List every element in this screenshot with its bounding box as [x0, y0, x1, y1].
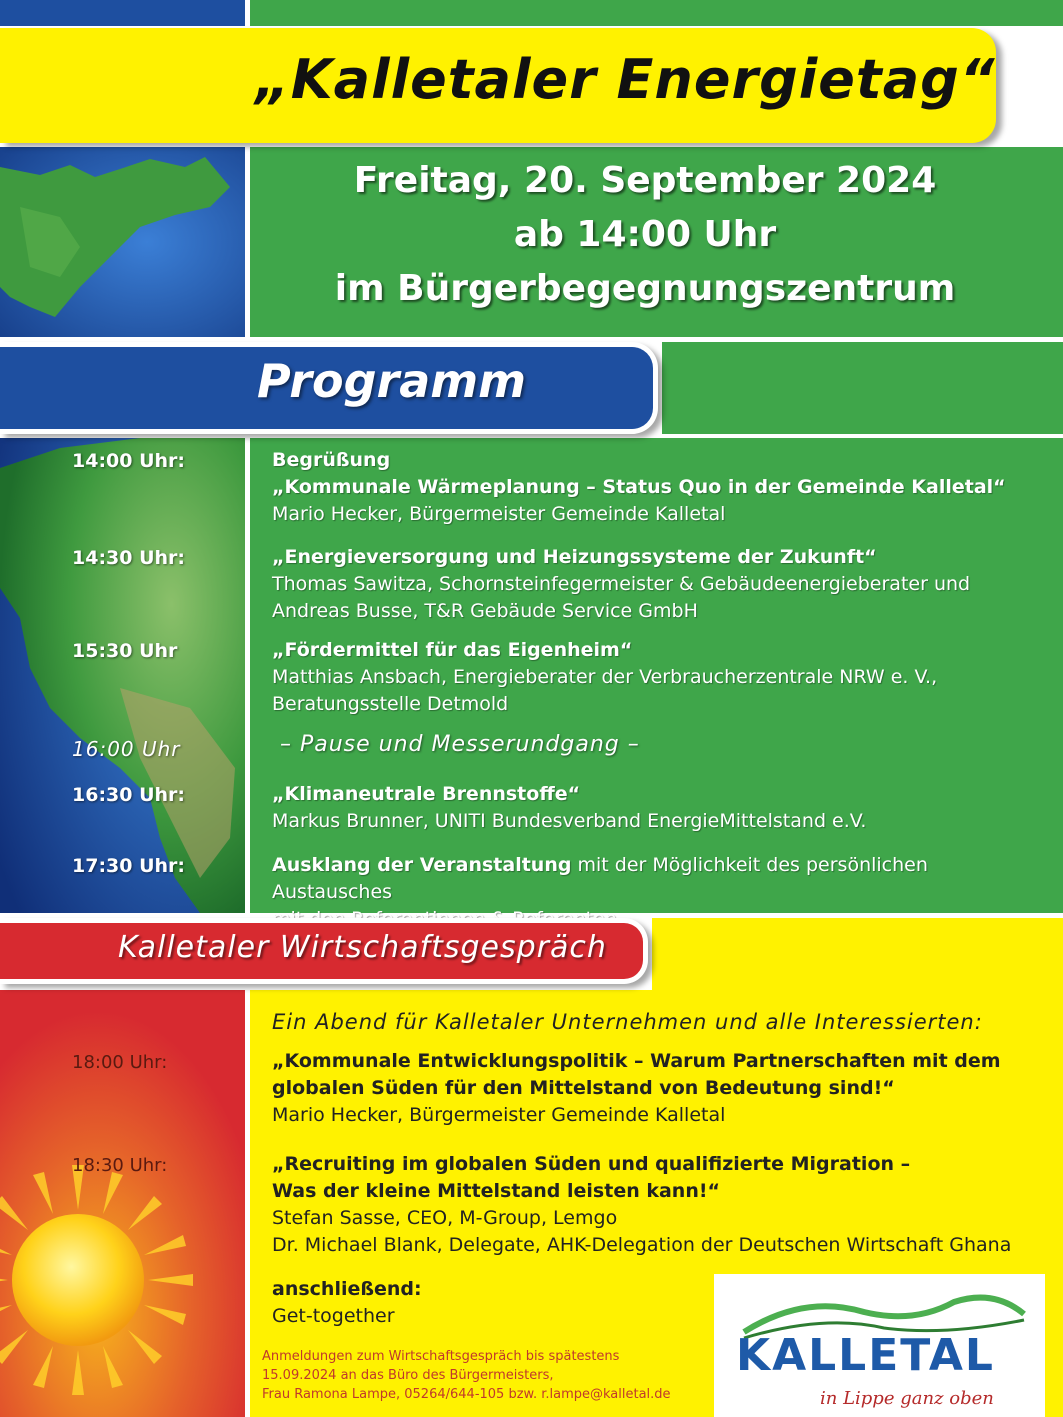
top-left-blue-panel	[0, 0, 245, 26]
logo-tagline: in Lippe ganz oben	[820, 1388, 994, 1409]
program-entry	[272, 781, 1052, 835]
after-text: Get-together	[272, 1305, 395, 1327]
program-entry	[272, 447, 1052, 528]
entry-subtitle: „Kommunale Wärmeplanung – Status Quo in der Gemeinde Kalletal“	[272, 476, 1006, 498]
after-block	[272, 1276, 692, 1330]
logo-name: KALLETAL	[736, 1330, 995, 1381]
pause-label: – Pause und Messerundgang –	[280, 732, 640, 757]
business-entry	[272, 1048, 1052, 1129]
entry-speaker: Mario Hecker, Bürgermeister Gemeinde Kalletal	[272, 503, 726, 525]
program-entry	[272, 637, 1052, 718]
entry-speaker: Stefan Sasse, CEO, M-Group, Lemgo	[272, 1207, 618, 1229]
program-time: 16:00 Uhr	[72, 737, 181, 761]
business-time: 18:00 Uhr:	[72, 1052, 168, 1073]
business-heading: Kalletaler Wirtschaftsgespräch	[118, 930, 607, 965]
program-time: 15:30 Uhr	[72, 640, 178, 662]
program-entry	[272, 544, 1052, 625]
top-green-panel	[250, 0, 1063, 26]
event-time: ab 14:00 Uhr	[513, 214, 777, 255]
program-time: 16:30 Uhr:	[72, 784, 186, 806]
entry-speaker: Beratungsstelle Detmold	[272, 693, 509, 715]
earth-panel-program	[0, 438, 245, 913]
earth-map-icon	[0, 147, 245, 337]
program-time: 14:30 Uhr:	[72, 547, 186, 569]
entry-title: „Fördermittel für das Eigenheim“	[272, 639, 633, 661]
entry-speaker: Markus Brunner, UNITI Bundesverband EnergieMittelstand e.V.	[272, 810, 867, 832]
entry-title: „Klimaneutrale Brennstoffe“	[272, 783, 581, 805]
program-time: 14:00 Uhr:	[72, 450, 186, 472]
entry-title: Begrüßung	[272, 449, 391, 471]
entry-title: „Kommunale Entwicklungspolitik – Warum Partnerschaften mit dem	[272, 1050, 1001, 1072]
earth-globe-icon	[0, 438, 245, 913]
entry-title: Ausklang der Veranstaltung	[272, 854, 572, 876]
event-title: „Kalletaler Energietag“	[255, 48, 996, 111]
program-heading: Programm	[257, 354, 527, 408]
registration-line: Anmeldungen zum Wirtschaftsgespräch bis spätestens	[262, 1349, 620, 1364]
business-intro: Ein Abend für Kalletaler Unternehmen und alle Interessierten:	[272, 1010, 983, 1034]
entry-title-rest: mit der Möglichkeit des persönlichen Austausches	[272, 854, 928, 903]
registration-note	[262, 1347, 722, 1404]
earth-panel-top	[0, 147, 245, 337]
entry-title: „Energieversorgung und Heizungssysteme der Zukunft“	[272, 546, 877, 568]
entry-speaker: Mario Hecker, Bürgermeister Gemeinde Kalletal	[272, 1104, 726, 1126]
registration-line: 15.09.2024 an das Büro des Bürgermeisters,	[262, 1368, 554, 1383]
event-place: im Bürgerbegegnungszentrum	[334, 268, 956, 309]
program-time: 17:30 Uhr:	[72, 855, 186, 877]
entry-speaker: Matthias Ansbach, Energieberater der Verbraucherzentrale NRW e. V.,	[272, 666, 938, 688]
entry-speaker: Thomas Sawitza, Schornsteinfegermeister & Gebäudeenergieberater und	[272, 573, 971, 595]
after-label: anschließend:	[272, 1278, 422, 1300]
entry-speaker: Dr. Michael Blank, Delegate, AHK-Delegation der Deutschen Wirtschaft Ghana	[272, 1234, 1012, 1256]
entry-title: globalen Süden für den Mittelstand von Bedeutung sind!“	[272, 1077, 895, 1099]
business-time: 18:30 Uhr:	[72, 1155, 168, 1176]
registration-line: Frau Ramona Lampe, 05264/644-105 bzw. r.lampe@kalletal.de	[262, 1387, 671, 1402]
entry-speaker: Andreas Busse, T&R Gebäude Service GmbH	[272, 600, 698, 622]
entry-title: Was der kleine Mittelstand leisten kann!“	[272, 1180, 721, 1202]
event-date: Freitag, 20. September 2024	[353, 160, 937, 201]
entry-title: „Recruiting im globalen Süden und qualifizierte Migration –	[272, 1153, 911, 1175]
program-green-top	[662, 342, 1063, 434]
business-entry	[272, 1151, 1052, 1259]
